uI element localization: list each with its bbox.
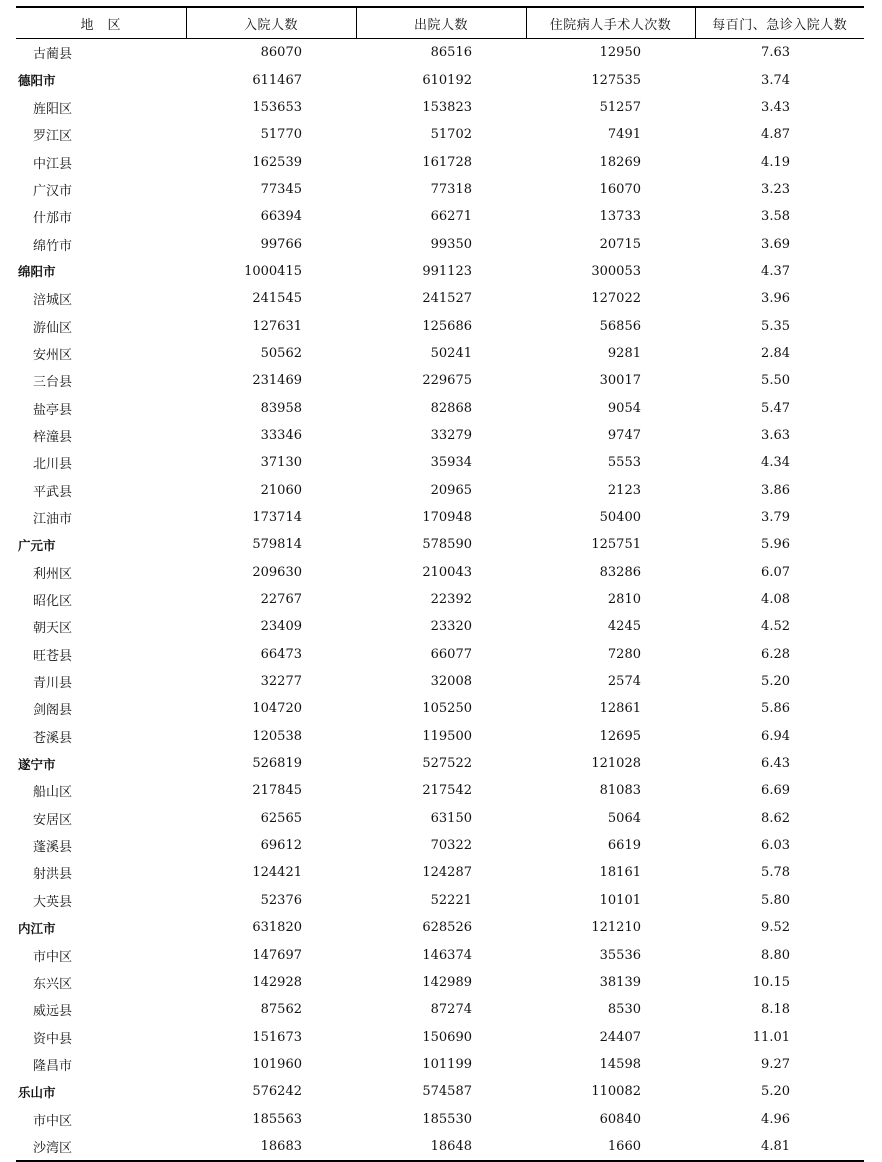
discharged-cell: 217542: [422, 783, 472, 799]
per-hundred-cell: 5.20: [761, 674, 790, 690]
admitted-cell: 231469: [252, 373, 302, 389]
region-cell: 旺苍县: [33, 648, 73, 664]
per-hundred-cell: 4.37: [761, 263, 790, 279]
admitted-cell: 185563: [252, 1111, 302, 1127]
county-row: [16, 422, 864, 449]
region-cell: 盐亭县: [33, 402, 73, 418]
discharged-cell: 150690: [422, 1029, 472, 1045]
admitted-cell: 217845: [252, 783, 302, 799]
city-row: [16, 66, 864, 93]
region-cell: 江油市: [33, 512, 73, 528]
admitted-cell: 147697: [252, 947, 302, 963]
city-row: [16, 750, 864, 777]
region-cell: 射洪县: [33, 867, 73, 883]
region-cell: 梓潼县: [33, 429, 73, 445]
county-row: [16, 805, 864, 832]
region-cell: 剑阁县: [33, 703, 73, 719]
discharged-cell: 51702: [430, 127, 472, 143]
county-row: [16, 1133, 864, 1161]
city-row: [16, 258, 864, 285]
per-hundred-cell: 3.43: [761, 99, 790, 115]
table-body: [16, 39, 864, 1162]
discharged-cell: 66077: [430, 646, 472, 662]
per-hundred-cell: 5.86: [761, 701, 790, 717]
admitted-cell: 77345: [260, 181, 302, 197]
per-hundred-cell: 6.28: [761, 646, 790, 662]
header-region: 地 区: [16, 7, 186, 39]
region-cell: 资中县: [33, 1031, 73, 1047]
admitted-cell: 142928: [252, 974, 302, 990]
discharged-cell: 32008: [430, 674, 472, 690]
surgeries-cell: 127535: [591, 72, 641, 88]
discharged-cell: 105250: [422, 701, 472, 717]
discharged-cell: 185530: [422, 1111, 472, 1127]
admitted-cell: 50562: [260, 345, 302, 361]
per-hundred-cell: 3.58: [761, 209, 790, 225]
per-hundred-cell: 6.69: [761, 783, 790, 799]
admitted-cell: 66394: [260, 209, 302, 225]
surgeries-cell: 60840: [599, 1111, 641, 1127]
region-cell: 利州区: [33, 566, 73, 582]
discharged-cell: 153823: [422, 99, 472, 115]
county-row: [16, 777, 864, 804]
region-cell: 游仙区: [33, 320, 73, 336]
discharged-cell: 33279: [430, 427, 472, 443]
region-cell: 什邡市: [33, 211, 73, 227]
header-row: [16, 7, 864, 39]
discharged-cell: 210043: [422, 564, 472, 580]
region-cell: 旌阳区: [33, 101, 73, 117]
per-hundred-cell: 3.23: [761, 181, 790, 197]
admitted-cell: 526819: [252, 756, 302, 772]
admitted-cell: 611467: [252, 72, 302, 88]
region-cell: 广汉市: [33, 183, 73, 199]
surgeries-cell: 30017: [599, 373, 641, 389]
county-row: [16, 586, 864, 613]
region-cell: 罗江区: [33, 129, 73, 145]
city-row: [16, 914, 864, 941]
discharged-cell: 101199: [422, 1056, 472, 1072]
county-row: [16, 941, 864, 968]
per-hundred-cell: 4.52: [761, 619, 790, 635]
surgeries-cell: 12950: [599, 45, 641, 61]
surgeries-cell: 2810: [607, 592, 641, 608]
region-cell: 沙湾区: [16, 1133, 186, 1161]
per-hundred-cell: 5.35: [761, 318, 790, 334]
per-hundred-cell: 4.96: [761, 1111, 790, 1127]
surgeries-cell: 35536: [599, 947, 641, 963]
region-cell: 隆昌市: [33, 1058, 73, 1074]
per-hundred-cell: 3.79: [761, 510, 790, 526]
region-cell: 德阳市: [18, 73, 56, 89]
admitted-cell: 52376: [260, 892, 302, 908]
admitted-cell: 162539: [252, 154, 302, 170]
region-cell: 市中区: [33, 1113, 73, 1129]
per-hundred-cell: 3.86: [761, 482, 790, 498]
region-cell: 市中区: [33, 949, 73, 965]
surgeries-cell: 50400: [599, 510, 641, 526]
discharged-cell: 628526: [422, 920, 472, 936]
discharged-cell: 241527: [422, 291, 472, 307]
surgeries-cell: 83286: [599, 564, 641, 580]
discharged-cell: 20965: [430, 482, 472, 498]
surgeries-cell: 5553: [607, 455, 641, 471]
per-hundred-cell: 4.81: [695, 1133, 864, 1161]
discharged-cell: 574587: [422, 1084, 472, 1100]
admitted-cell: 62565: [260, 810, 302, 826]
surgeries-cell: 5064: [607, 810, 641, 826]
region-cell: 安州区: [33, 347, 73, 363]
county-row: [16, 668, 864, 695]
county-row: [16, 559, 864, 586]
discharged-cell: 63150: [430, 810, 472, 826]
discharged-cell: 87274: [430, 1002, 472, 1018]
county-row: [16, 39, 864, 67]
per-hundred-cell: 5.96: [761, 537, 790, 553]
per-hundred-cell: 5.78: [761, 865, 790, 881]
county-row: [16, 723, 864, 750]
county-row: [16, 367, 864, 394]
region-cell: 东兴区: [33, 976, 73, 992]
surgeries-cell: 20715: [599, 236, 641, 252]
per-hundred-cell: 5.80: [761, 892, 790, 908]
per-hundred-cell: 6.43: [761, 756, 790, 772]
per-hundred-cell: 8.80: [761, 947, 790, 963]
surgeries-cell: 18269: [599, 154, 641, 170]
surgeries-cell: 7491: [607, 127, 641, 143]
per-hundred-cell: 4.19: [761, 154, 790, 170]
discharged-cell: 66271: [430, 209, 472, 225]
county-row: [16, 1051, 864, 1078]
discharged-cell: 99350: [430, 236, 472, 252]
discharged-cell: 170948: [422, 510, 472, 526]
county-row: [16, 832, 864, 859]
discharged-cell: 124287: [422, 865, 472, 881]
surgeries-cell: 56856: [599, 318, 641, 334]
admitted-cell: 83958: [260, 400, 302, 416]
admitted-cell: 86070: [260, 45, 302, 61]
surgeries-cell: 51257: [599, 99, 641, 115]
admitted-cell: 151673: [252, 1029, 302, 1045]
county-row: [16, 996, 864, 1023]
surgeries-cell: 110082: [591, 1084, 641, 1100]
per-hundred-cell: 7.63: [761, 45, 790, 61]
region-cell: 北川县: [33, 457, 73, 473]
admitted-cell: 241545: [252, 291, 302, 307]
city-row: [16, 531, 864, 558]
surgeries-cell: 13733: [599, 209, 641, 225]
region-cell: 绵竹市: [33, 238, 73, 254]
discharged-cell: 229675: [422, 373, 472, 389]
surgeries-cell: 9281: [607, 345, 641, 361]
per-hundred-cell: 3.96: [761, 291, 790, 307]
per-hundred-cell: 6.07: [761, 564, 790, 580]
county-row: [16, 1105, 864, 1132]
surgeries-cell: 9054: [607, 400, 641, 416]
header-discharged: 出院人数: [356, 7, 526, 39]
region-cell: 朝天区: [33, 621, 73, 637]
admitted-cell: 1000415: [244, 263, 302, 279]
admitted-cell: 99766: [260, 236, 302, 252]
table-header: [16, 7, 864, 39]
discharged-cell: 50241: [430, 345, 472, 361]
surgeries-cell: 6619: [607, 838, 641, 854]
region-cell: 平武县: [33, 484, 73, 500]
admitted-cell: 579814: [252, 537, 302, 553]
surgeries-cell: 7280: [607, 646, 641, 662]
admitted-cell: 66473: [260, 646, 302, 662]
surgeries-cell: 121028: [591, 756, 641, 772]
county-row: [16, 641, 864, 668]
admitted-cell: 104720: [252, 701, 302, 717]
per-hundred-cell: 4.34: [761, 455, 790, 471]
per-hundred-cell: 5.20: [761, 1084, 790, 1100]
admitted-cell: 101960: [252, 1056, 302, 1072]
county-row: [16, 969, 864, 996]
discharged-cell: 23320: [430, 619, 472, 635]
admitted-cell: 51770: [260, 127, 302, 143]
discharged-cell: 161728: [422, 154, 472, 170]
discharged-cell: 142989: [422, 974, 472, 990]
statistics-table-page: [16, 6, 864, 1162]
county-row: [16, 285, 864, 312]
discharged-cell: 82868: [430, 400, 472, 416]
county-row: [16, 94, 864, 121]
county-row: [16, 477, 864, 504]
city-row: [16, 1078, 864, 1105]
per-hundred-cell: 6.94: [761, 728, 790, 744]
discharged-cell: 35934: [430, 455, 472, 471]
surgeries-cell: 9747: [607, 427, 641, 443]
surgeries-cell: 300053: [591, 263, 641, 279]
admitted-cell: 18683: [186, 1133, 356, 1161]
surgeries-cell: 8530: [607, 1002, 641, 1018]
county-row: [16, 449, 864, 476]
hospital-statistics-table: [16, 6, 864, 1162]
admitted-cell: 127631: [252, 318, 302, 334]
region-cell: 船山区: [33, 785, 73, 801]
discharged-cell: 70322: [430, 838, 472, 854]
admitted-cell: 21060: [260, 482, 302, 498]
surgeries-cell: 18161: [599, 865, 641, 881]
region-cell: 中江县: [33, 156, 73, 172]
surgeries-cell: 2574: [607, 674, 641, 690]
discharged-cell: 119500: [422, 728, 472, 744]
county-row: [16, 394, 864, 421]
region-cell: 古蔺县: [33, 47, 73, 63]
per-hundred-cell: 5.47: [761, 400, 790, 416]
admitted-cell: 33346: [260, 427, 302, 443]
per-hundred-cell: 11.01: [752, 1029, 790, 1045]
per-hundred-cell: 9.27: [761, 1056, 790, 1072]
county-row: [16, 230, 864, 257]
per-hundred-cell: 2.84: [761, 345, 790, 361]
per-hundred-cell: 5.50: [761, 373, 790, 389]
admitted-cell: 87562: [260, 1002, 302, 1018]
discharged-cell: 86516: [430, 45, 472, 61]
admitted-cell: 120538: [252, 728, 302, 744]
admitted-cell: 32277: [260, 674, 302, 690]
discharged-cell: 991123: [422, 263, 472, 279]
discharged-cell: 77318: [430, 181, 472, 197]
surgeries-cell: 38139: [599, 974, 641, 990]
admitted-cell: 23409: [260, 619, 302, 635]
header-surgeries: 住院病人手术人次数: [526, 7, 695, 39]
admitted-cell: 22767: [260, 592, 302, 608]
region-cell: 绵阳市: [18, 264, 56, 280]
county-row: [16, 121, 864, 148]
county-row: [16, 176, 864, 203]
discharged-cell: 18648: [356, 1133, 526, 1161]
region-cell: 三台县: [33, 375, 73, 391]
per-hundred-cell: 8.62: [761, 810, 790, 826]
county-row: [16, 340, 864, 367]
region-cell: 安居区: [33, 812, 73, 828]
region-cell: 昭化区: [33, 594, 73, 610]
per-hundred-cell: 3.74: [761, 72, 790, 88]
admitted-cell: 124421: [252, 865, 302, 881]
admitted-cell: 576242: [252, 1084, 302, 1100]
county-row: [16, 203, 864, 230]
region-cell: 青川县: [33, 676, 73, 692]
surgeries-cell: 4245: [607, 619, 641, 635]
surgeries-cell: 10101: [599, 892, 641, 908]
discharged-cell: 125686: [422, 318, 472, 334]
region-cell: 苍溪县: [33, 730, 73, 746]
county-row: [16, 859, 864, 886]
per-hundred-cell: 3.63: [761, 427, 790, 443]
surgeries-cell: 125751: [591, 537, 641, 553]
admitted-cell: 153653: [252, 99, 302, 115]
region-cell: 乐山市: [18, 1084, 56, 1100]
per-hundred-cell: 6.03: [761, 838, 790, 854]
admitted-cell: 69612: [260, 838, 302, 854]
surgeries-cell: 121210: [591, 920, 641, 936]
region-cell: 广元市: [18, 537, 56, 553]
surgeries-cell: 14598: [599, 1056, 641, 1072]
county-row: [16, 148, 864, 175]
per-hundred-cell: 10.15: [752, 974, 790, 990]
surgeries-cell: 1660: [526, 1133, 695, 1161]
region-cell: 遂宁市: [18, 756, 56, 772]
discharged-cell: 22392: [430, 592, 472, 608]
header-per-hundred: 每百门、急诊入院人数: [695, 7, 864, 39]
per-hundred-cell: 4.87: [761, 127, 790, 143]
discharged-cell: 527522: [422, 756, 472, 772]
county-row: [16, 312, 864, 339]
region-cell: 涪城区: [33, 293, 73, 309]
county-row: [16, 504, 864, 531]
surgeries-cell: 12695: [599, 728, 641, 744]
county-row: [16, 1023, 864, 1050]
surgeries-cell: 24407: [599, 1029, 641, 1045]
discharged-cell: 52221: [430, 892, 472, 908]
header-admitted: 入院人数: [186, 7, 356, 39]
region-cell: 大英县: [33, 894, 73, 910]
surgeries-cell: 127022: [591, 291, 641, 307]
region-cell: 威远县: [33, 1004, 73, 1020]
county-row: [16, 887, 864, 914]
county-row: [16, 695, 864, 722]
surgeries-cell: 81083: [599, 783, 641, 799]
discharged-cell: 610192: [422, 72, 472, 88]
county-row: [16, 613, 864, 640]
surgeries-cell: 16070: [599, 181, 641, 197]
per-hundred-cell: 3.69: [761, 236, 790, 252]
admitted-cell: 631820: [252, 920, 302, 936]
admitted-cell: 37130: [260, 455, 302, 471]
discharged-cell: 578590: [422, 537, 472, 553]
region-cell: 内江市: [18, 920, 56, 936]
region-cell: 蓬溪县: [33, 840, 73, 856]
surgeries-cell: 12861: [599, 701, 641, 717]
admitted-cell: 209630: [252, 564, 302, 580]
per-hundred-cell: 9.52: [761, 920, 790, 936]
per-hundred-cell: 8.18: [761, 1002, 790, 1018]
per-hundred-cell: 4.08: [761, 592, 790, 608]
surgeries-cell: 2123: [607, 482, 641, 498]
discharged-cell: 146374: [422, 947, 472, 963]
admitted-cell: 173714: [252, 510, 302, 526]
